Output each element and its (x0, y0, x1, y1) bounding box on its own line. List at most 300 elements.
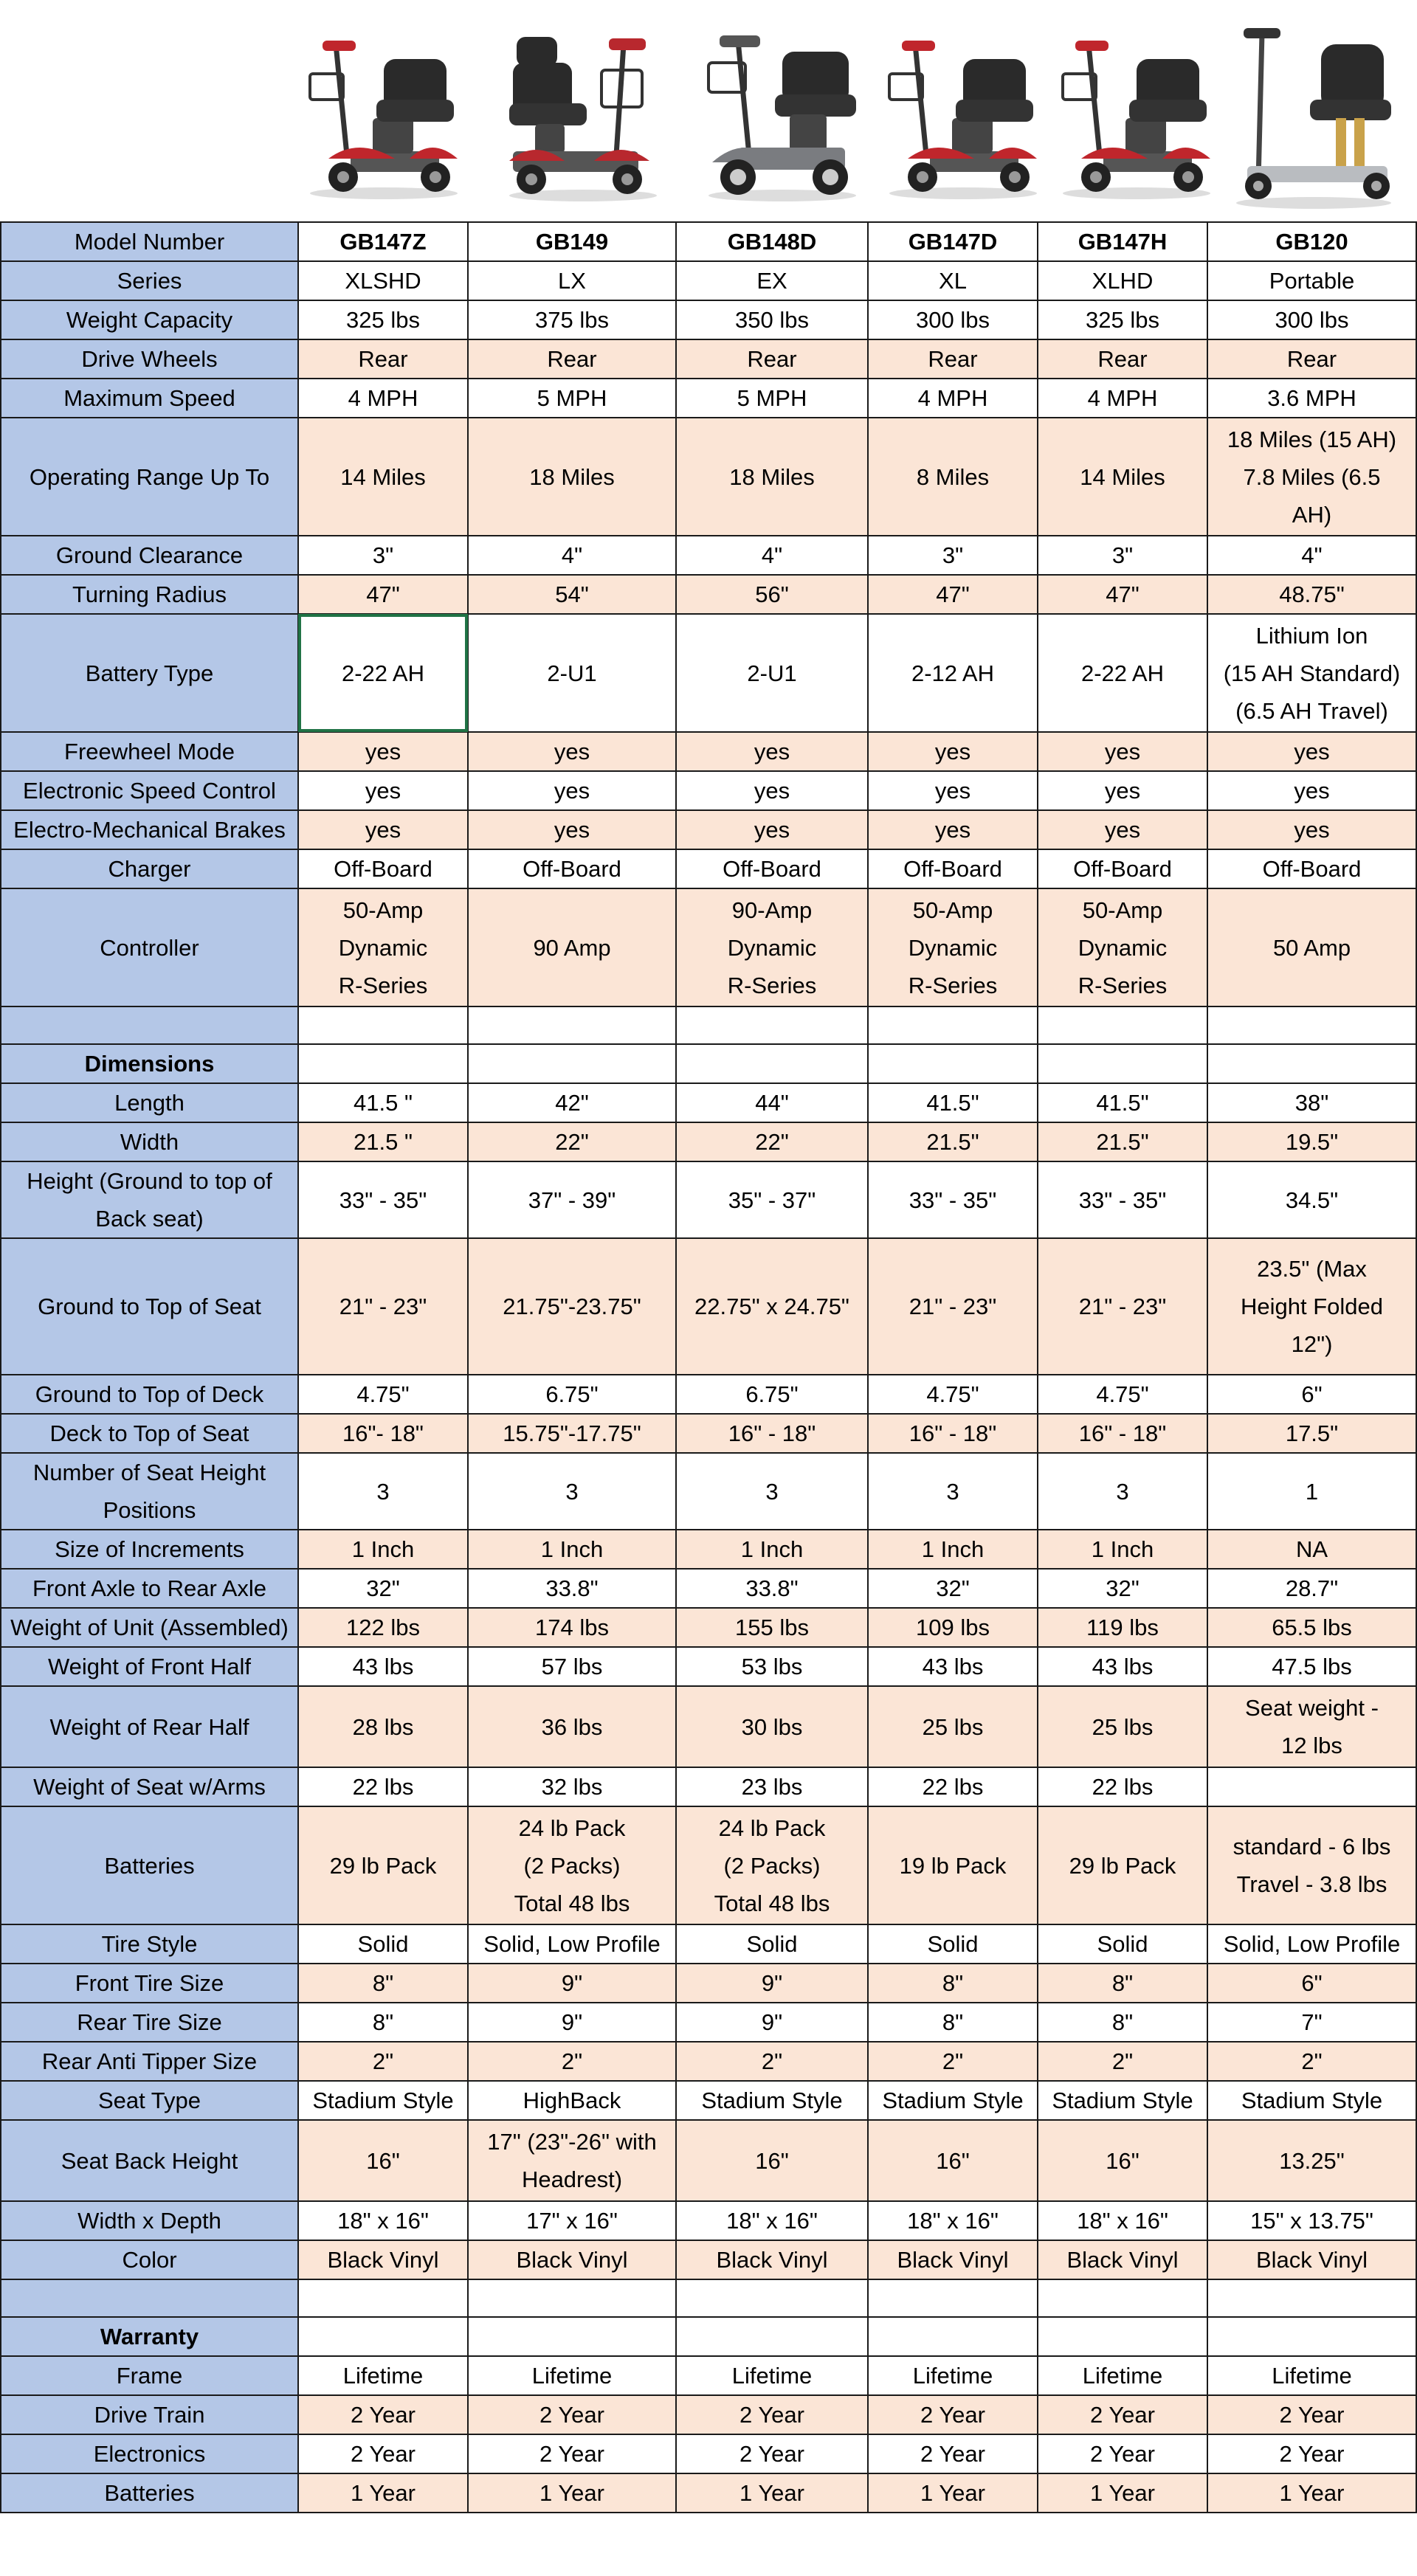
spec-cell[interactable]: 16" (676, 2120, 868, 2201)
spec-cell[interactable]: 56" (676, 575, 868, 614)
spec-cell[interactable]: 2-22 AH (298, 614, 468, 732)
spec-cell[interactable]: yes (1207, 732, 1416, 771)
row-label[interactable]: Seat Type (1, 2081, 298, 2120)
spec-cell[interactable]: 5 MPH (676, 379, 868, 418)
spec-cell[interactable]: Off-Board (868, 849, 1038, 888)
spec-cell[interactable]: 2-22 AH (1038, 614, 1207, 732)
spec-cell[interactable]: 21.5" (1038, 1122, 1207, 1161)
row-label[interactable]: Tire Style (1, 1924, 298, 1964)
spec-cell[interactable]: 32" (1038, 1569, 1207, 1608)
spec-cell[interactable]: 14 Miles (298, 418, 468, 536)
spec-cell[interactable]: 9" (676, 2003, 868, 2042)
spec-cell[interactable]: yes (1038, 810, 1207, 849)
row-label[interactable]: Turning Radius (1, 575, 298, 614)
row-label[interactable]: Front Tire Size (1, 1964, 298, 2003)
spec-cell[interactable]: Stadium Style (1207, 2081, 1416, 2120)
spec-cell[interactable]: 47" (1038, 575, 1207, 614)
row-label[interactable]: Freewheel Mode (1, 732, 298, 771)
spec-cell[interactable]: 1 Year (1038, 2473, 1207, 2513)
spec-cell[interactable]: 4.75" (1038, 1375, 1207, 1414)
spec-cell[interactable]: 16" (1038, 2120, 1207, 2201)
spec-cell[interactable]: 15.75"-17.75" (468, 1414, 676, 1453)
spec-cell[interactable]: 1 Inch (676, 1530, 868, 1569)
spec-cell[interactable]: 28.7" (1207, 1569, 1416, 1608)
spec-cell[interactable]: 54" (468, 575, 676, 614)
spec-cell[interactable]: GB147Z (298, 222, 468, 261)
spec-cell[interactable]: 25 lbs (1038, 1686, 1207, 1767)
spec-cell[interactable]: 18" x 16" (868, 2201, 1038, 2240)
spec-cell[interactable]: 7" (1207, 2003, 1416, 2042)
spec-cell[interactable]: 48.75" (1207, 575, 1416, 614)
spec-cell[interactable]: Stadium Style (1038, 2081, 1207, 2120)
spec-cell[interactable]: 16"- 18" (298, 1414, 468, 1453)
spec-cell[interactable]: Lifetime (298, 2356, 468, 2395)
spec-cell[interactable] (298, 2317, 468, 2356)
spec-cell[interactable]: yes (298, 810, 468, 849)
spec-cell[interactable]: 36 lbs (468, 1686, 676, 1767)
spec-cell[interactable] (868, 2279, 1038, 2317)
row-label[interactable] (1, 1006, 298, 1044)
spec-cell[interactable]: 1 Inch (298, 1530, 468, 1569)
spec-cell[interactable]: 43 lbs (1038, 1647, 1207, 1686)
spec-cell[interactable]: Solid (298, 1924, 468, 1964)
spec-cell[interactable]: 17" (23"-26" with Headrest) (468, 2120, 676, 2201)
spec-cell[interactable]: 21.5" (868, 1122, 1038, 1161)
spec-cell[interactable]: 2 Year (676, 2434, 868, 2473)
spec-cell[interactable]: yes (676, 732, 868, 771)
spec-cell[interactable]: 37" - 39" (468, 1161, 676, 1238)
row-label[interactable]: Operating Range Up To (1, 418, 298, 536)
spec-cell[interactable]: yes (868, 771, 1038, 810)
spec-cell[interactable]: Off-Board (1038, 849, 1207, 888)
row-label[interactable]: Size of Increments (1, 1530, 298, 1569)
spec-cell[interactable]: Portable (1207, 261, 1416, 300)
spec-cell[interactable]: 47" (298, 575, 468, 614)
spec-cell[interactable]: Stadium Style (676, 2081, 868, 2120)
spec-cell[interactable]: 4" (468, 536, 676, 575)
spec-cell[interactable]: 57 lbs (468, 1647, 676, 1686)
spec-cell[interactable]: 2 Year (468, 2434, 676, 2473)
spec-cell[interactable]: yes (868, 732, 1038, 771)
spec-cell[interactable]: 21.75"-23.75" (468, 1238, 676, 1375)
spec-cell[interactable]: EX (676, 261, 868, 300)
spec-cell[interactable] (468, 1044, 676, 1083)
row-label[interactable]: Controller (1, 888, 298, 1006)
spec-cell[interactable]: GB148D (676, 222, 868, 261)
spec-cell[interactable]: 33" - 35" (298, 1161, 468, 1238)
spec-cell[interactable]: standard - 6 lbs Travel - 3.8 lbs (1207, 1806, 1416, 1924)
spec-cell[interactable]: 2 Year (1038, 2395, 1207, 2434)
spec-cell[interactable]: 18 Miles (468, 418, 676, 536)
row-label[interactable]: Model Number (1, 222, 298, 261)
spec-cell[interactable]: 18 Miles (676, 418, 868, 536)
spec-cell[interactable]: Lifetime (868, 2356, 1038, 2395)
spec-cell[interactable]: 65.5 lbs (1207, 1608, 1416, 1647)
spec-cell[interactable] (298, 1006, 468, 1044)
spec-cell[interactable] (676, 1044, 868, 1083)
spec-cell[interactable]: yes (868, 810, 1038, 849)
row-label[interactable]: Battery Type (1, 614, 298, 732)
row-label[interactable]: Ground to Top of Seat (1, 1238, 298, 1375)
spec-cell[interactable]: 53 lbs (676, 1647, 868, 1686)
spec-cell[interactable]: 4.75" (298, 1375, 468, 1414)
row-label[interactable]: Rear Tire Size (1, 2003, 298, 2042)
row-label[interactable]: Electronic Speed Control (1, 771, 298, 810)
row-label[interactable]: Frame (1, 2356, 298, 2395)
spec-cell[interactable]: Stadium Style (868, 2081, 1038, 2120)
row-label[interactable]: Weight of Rear Half (1, 1686, 298, 1767)
spec-cell[interactable]: 16" - 18" (868, 1414, 1038, 1453)
spec-cell[interactable]: 2" (298, 2042, 468, 2081)
spec-cell[interactable]: 1 Year (298, 2473, 468, 2513)
spec-cell[interactable]: GB147D (868, 222, 1038, 261)
spec-cell[interactable]: 2 Year (1207, 2434, 1416, 2473)
spec-cell[interactable]: 1 Year (1207, 2473, 1416, 2513)
spec-cell[interactable]: XLHD (1038, 261, 1207, 300)
spec-cell[interactable]: Rear (1038, 339, 1207, 379)
spec-cell[interactable]: 22" (676, 1122, 868, 1161)
spec-cell[interactable]: Rear (868, 339, 1038, 379)
spec-cell[interactable]: 16" (298, 2120, 468, 2201)
spec-cell[interactable]: 18 Miles (15 AH) 7.8 Miles (6.5 AH) (1207, 418, 1416, 536)
spec-cell[interactable]: 90-Amp Dynamic R-Series (676, 888, 868, 1006)
spec-cell[interactable] (676, 1006, 868, 1044)
spec-cell[interactable]: 2-U1 (468, 614, 676, 732)
spec-cell[interactable]: 2 Year (868, 2434, 1038, 2473)
spec-cell[interactable]: Black Vinyl (676, 2240, 868, 2279)
spec-cell[interactable]: 3 (676, 1453, 868, 1530)
spec-cell[interactable]: 22 lbs (298, 1767, 468, 1806)
spec-cell[interactable]: 47" (868, 575, 1038, 614)
spec-cell[interactable]: 50-Amp Dynamic R-Series (1038, 888, 1207, 1006)
spec-cell[interactable]: 6.75" (676, 1375, 868, 1414)
row-label[interactable]: Color (1, 2240, 298, 2279)
spec-cell[interactable]: yes (298, 732, 468, 771)
row-label[interactable]: Warranty (1, 2317, 298, 2356)
spec-cell[interactable] (676, 2317, 868, 2356)
spec-cell[interactable]: 32 lbs (468, 1767, 676, 1806)
spec-cell[interactable]: Rear (1207, 339, 1416, 379)
row-label[interactable]: Series (1, 261, 298, 300)
spec-cell[interactable]: 2" (468, 2042, 676, 2081)
spec-cell[interactable]: 34.5" (1207, 1161, 1416, 1238)
row-label[interactable]: Electro-Mechanical Brakes (1, 810, 298, 849)
spec-cell[interactable]: 18" x 16" (298, 2201, 468, 2240)
spec-cell[interactable]: 50 Amp (1207, 888, 1416, 1006)
spec-cell[interactable] (1038, 2317, 1207, 2356)
spec-cell[interactable]: Black Vinyl (1038, 2240, 1207, 2279)
spec-cell[interactable]: 3" (1038, 536, 1207, 575)
spec-cell[interactable]: 2 Year (298, 2395, 468, 2434)
spec-cell[interactable]: 4 MPH (868, 379, 1038, 418)
spec-cell[interactable]: Off-Board (468, 849, 676, 888)
spec-cell[interactable]: yes (1207, 810, 1416, 849)
spec-cell[interactable]: 4.75" (868, 1375, 1038, 1414)
spec-cell[interactable]: GB149 (468, 222, 676, 261)
spec-cell[interactable]: XL (868, 261, 1038, 300)
spec-cell[interactable]: 43 lbs (868, 1647, 1038, 1686)
spec-cell[interactable]: Solid (1038, 1924, 1207, 1964)
spec-cell[interactable]: Off-Board (676, 849, 868, 888)
spec-cell[interactable]: 25 lbs (868, 1686, 1038, 1767)
spec-cell[interactable]: 15" x 13.75" (1207, 2201, 1416, 2240)
spec-cell[interactable]: 4 MPH (298, 379, 468, 418)
spec-cell[interactable]: Black Vinyl (868, 2240, 1038, 2279)
spec-cell[interactable]: GB120 (1207, 222, 1416, 261)
spec-cell[interactable]: GB147H (1038, 222, 1207, 261)
spec-cell[interactable]: 1 Year (676, 2473, 868, 2513)
spec-cell[interactable]: 6" (1207, 1375, 1416, 1414)
spec-cell[interactable]: Solid (676, 1924, 868, 1964)
spec-cell[interactable]: 3" (868, 536, 1038, 575)
spec-cell[interactable]: 155 lbs (676, 1608, 868, 1647)
spec-cell[interactable]: 19 lb Pack (868, 1806, 1038, 1924)
spec-cell[interactable]: 2 Year (868, 2395, 1038, 2434)
row-label[interactable]: Width (1, 1122, 298, 1161)
spec-cell[interactable]: 44" (676, 1083, 868, 1122)
spec-cell[interactable] (298, 2279, 468, 2317)
spec-cell[interactable]: Lifetime (1207, 2356, 1416, 2395)
spec-cell[interactable]: 2" (1038, 2042, 1207, 2081)
spec-cell[interactable]: 3 (468, 1453, 676, 1530)
spec-cell[interactable]: HighBack (468, 2081, 676, 2120)
spec-cell[interactable]: Solid (868, 1924, 1038, 1964)
spec-cell[interactable]: 1 (1207, 1453, 1416, 1530)
spec-cell[interactable]: 4 MPH (1038, 379, 1207, 418)
spec-cell[interactable]: 22.75" x 24.75" (676, 1238, 868, 1375)
spec-cell[interactable]: 47.5 lbs (1207, 1647, 1416, 1686)
spec-cell[interactable] (1207, 1767, 1416, 1806)
spec-cell[interactable]: 8" (298, 1964, 468, 2003)
spec-cell[interactable]: 300 lbs (1207, 300, 1416, 339)
spec-cell[interactable]: 325 lbs (1038, 300, 1207, 339)
spec-cell[interactable] (868, 1006, 1038, 1044)
spec-cell[interactable]: 4" (1207, 536, 1416, 575)
spec-cell[interactable]: 32" (868, 1569, 1038, 1608)
row-label[interactable] (1, 2279, 298, 2317)
spec-cell[interactable]: 22 lbs (868, 1767, 1038, 1806)
spec-cell[interactable]: 21" - 23" (1038, 1238, 1207, 1375)
row-label[interactable]: Batteries (1, 1806, 298, 1924)
spec-cell[interactable]: Lifetime (1038, 2356, 1207, 2395)
spec-cell[interactable]: 8" (1038, 2003, 1207, 2042)
spec-cell[interactable]: Solid, Low Profile (468, 1924, 676, 1964)
spec-cell[interactable]: 2 Year (298, 2434, 468, 2473)
spec-cell[interactable]: 18" x 16" (1038, 2201, 1207, 2240)
spec-cell[interactable]: yes (1038, 732, 1207, 771)
spec-cell[interactable]: Black Vinyl (298, 2240, 468, 2279)
spec-cell[interactable]: 1 Inch (468, 1530, 676, 1569)
spec-cell[interactable]: 109 lbs (868, 1608, 1038, 1647)
spec-cell[interactable]: yes (1038, 771, 1207, 810)
spec-cell[interactable]: Lithium Ion (15 AH Standard) (6.5 AH Travel) (1207, 614, 1416, 732)
row-label[interactable]: Weight of Front Half (1, 1647, 298, 1686)
spec-cell[interactable]: 33.8" (676, 1569, 868, 1608)
spec-cell[interactable]: 3" (298, 536, 468, 575)
spec-cell[interactable]: 29 lb Pack (298, 1806, 468, 1924)
spec-cell[interactable]: yes (468, 810, 676, 849)
spec-cell[interactable]: 119 lbs (1038, 1608, 1207, 1647)
spec-cell[interactable]: XLSHD (298, 261, 468, 300)
spec-cell[interactable]: yes (676, 810, 868, 849)
spec-cell[interactable]: 29 lb Pack (1038, 1806, 1207, 1924)
spec-cell[interactable]: 8" (868, 1964, 1038, 2003)
spec-cell[interactable]: 1 Year (468, 2473, 676, 2513)
spec-cell[interactable]: 21" - 23" (868, 1238, 1038, 1375)
spec-cell[interactable]: Lifetime (676, 2356, 868, 2395)
spec-cell[interactable] (676, 2279, 868, 2317)
spec-cell[interactable]: 9" (468, 1964, 676, 2003)
row-label[interactable]: Charger (1, 849, 298, 888)
row-label[interactable]: Weight of Seat w/Arms (1, 1767, 298, 1806)
row-label[interactable]: Deck to Top of Seat (1, 1414, 298, 1453)
spec-cell[interactable] (468, 1006, 676, 1044)
row-label[interactable]: Front Axle to Rear Axle (1, 1569, 298, 1608)
spec-cell[interactable]: 13.25" (1207, 2120, 1416, 2201)
row-label[interactable]: Batteries (1, 2473, 298, 2513)
spec-cell[interactable]: Stadium Style (298, 2081, 468, 2120)
spec-cell[interactable] (468, 2279, 676, 2317)
spec-cell[interactable]: 16" - 18" (676, 1414, 868, 1453)
row-label[interactable]: Weight of Unit (Assembled) (1, 1608, 298, 1647)
spec-cell[interactable]: 21.5 " (298, 1122, 468, 1161)
spec-cell[interactable]: 2 Year (676, 2395, 868, 2434)
spec-cell[interactable]: 16" - 18" (1038, 1414, 1207, 1453)
spec-cell[interactable]: 24 lb Pack (2 Packs) Total 48 lbs (676, 1806, 868, 1924)
row-label[interactable]: Seat Back Height (1, 2120, 298, 2201)
spec-cell[interactable] (868, 1044, 1038, 1083)
spec-cell[interactable]: Off-Board (298, 849, 468, 888)
spec-cell[interactable]: 16" (868, 2120, 1038, 2201)
spec-cell[interactable]: 1 Inch (868, 1530, 1038, 1569)
spec-cell[interactable]: 41.5" (868, 1083, 1038, 1122)
spec-cell[interactable]: 8 Miles (868, 418, 1038, 536)
spec-cell[interactable]: 90 Amp (468, 888, 676, 1006)
spec-cell[interactable]: Rear (676, 339, 868, 379)
spec-cell[interactable]: 2-U1 (676, 614, 868, 732)
spec-cell[interactable]: 28 lbs (298, 1686, 468, 1767)
spec-cell[interactable]: 33.8" (468, 1569, 676, 1608)
spec-cell[interactable]: 23 lbs (676, 1767, 868, 1806)
row-label[interactable]: Length (1, 1083, 298, 1122)
spec-cell[interactable]: 9" (676, 1964, 868, 2003)
row-label[interactable]: Width x Depth (1, 2201, 298, 2240)
spec-cell[interactable]: 41.5" (1038, 1083, 1207, 1122)
spec-cell[interactable]: 2-12 AH (868, 614, 1038, 732)
row-label[interactable]: Dimensions (1, 1044, 298, 1083)
spec-cell[interactable]: 300 lbs (868, 300, 1038, 339)
spec-cell[interactable] (1038, 1006, 1207, 1044)
spec-cell[interactable]: 30 lbs (676, 1686, 868, 1767)
spec-cell[interactable] (868, 2317, 1038, 2356)
spec-cell[interactable]: Rear (468, 339, 676, 379)
row-label[interactable]: Height (Ground to top of Back seat) (1, 1161, 298, 1238)
spec-cell[interactable]: LX (468, 261, 676, 300)
spec-cell[interactable]: yes (298, 771, 468, 810)
spec-cell[interactable]: Black Vinyl (1207, 2240, 1416, 2279)
spec-cell[interactable]: 50-Amp Dynamic R-Series (868, 888, 1038, 1006)
spec-cell[interactable]: 8" (1038, 1964, 1207, 2003)
spec-cell[interactable]: 2" (868, 2042, 1038, 2081)
spec-cell[interactable]: yes (676, 771, 868, 810)
spec-cell[interactable]: 41.5 " (298, 1083, 468, 1122)
spec-cell[interactable]: yes (1207, 771, 1416, 810)
spec-cell[interactable]: 5 MPH (468, 379, 676, 418)
spec-cell[interactable]: 17.5" (1207, 1414, 1416, 1453)
spec-cell[interactable]: Solid, Low Profile (1207, 1924, 1416, 1964)
spec-cell[interactable] (1207, 2279, 1416, 2317)
spec-cell[interactable] (1207, 1044, 1416, 1083)
spec-cell[interactable]: 9" (468, 2003, 676, 2042)
spec-cell[interactable]: 17" x 16" (468, 2201, 676, 2240)
spec-cell[interactable]: Off-Board (1207, 849, 1416, 888)
spec-cell[interactable]: 35" - 37" (676, 1161, 868, 1238)
spec-cell[interactable]: 1 Inch (1038, 1530, 1207, 1569)
spec-cell[interactable]: 32" (298, 1569, 468, 1608)
spec-cell[interactable]: 350 lbs (676, 300, 868, 339)
spec-cell[interactable]: Black Vinyl (468, 2240, 676, 2279)
spec-cell[interactable]: 6.75" (468, 1375, 676, 1414)
spec-cell[interactable]: 21" - 23" (298, 1238, 468, 1375)
row-label[interactable]: Ground Clearance (1, 536, 298, 575)
spec-cell[interactable]: 2" (676, 2042, 868, 2081)
spec-cell[interactable]: yes (468, 771, 676, 810)
spec-cell[interactable]: 375 lbs (468, 300, 676, 339)
spec-cell[interactable]: 174 lbs (468, 1608, 676, 1647)
spec-cell[interactable]: 22 lbs (1038, 1767, 1207, 1806)
spec-cell[interactable]: 122 lbs (298, 1608, 468, 1647)
row-label[interactable]: Drive Train (1, 2395, 298, 2434)
spec-cell[interactable]: 24 lb Pack (2 Packs) Total 48 lbs (468, 1806, 676, 1924)
spec-cell[interactable]: 18" x 16" (676, 2201, 868, 2240)
spec-cell[interactable]: 8" (868, 2003, 1038, 2042)
spec-cell[interactable]: NA (1207, 1530, 1416, 1569)
spec-cell[interactable]: 43 lbs (298, 1647, 468, 1686)
spec-cell[interactable]: 3 (298, 1453, 468, 1530)
spec-cell[interactable]: 4" (676, 536, 868, 575)
spec-cell[interactable]: 3.6 MPH (1207, 379, 1416, 418)
row-label[interactable]: Ground to Top of Deck (1, 1375, 298, 1414)
spec-cell[interactable]: 2 Year (1207, 2395, 1416, 2434)
spec-cell[interactable] (1207, 2317, 1416, 2356)
spec-cell[interactable] (298, 1044, 468, 1083)
spec-cell[interactable]: 50-Amp Dynamic R-Series (298, 888, 468, 1006)
row-label[interactable]: Number of Seat Height Positions (1, 1453, 298, 1530)
spec-cell[interactable] (1038, 2279, 1207, 2317)
spec-cell[interactable]: 1 Year (868, 2473, 1038, 2513)
spec-cell[interactable]: 6" (1207, 1964, 1416, 2003)
spec-cell[interactable]: 2 Year (468, 2395, 676, 2434)
spec-cell[interactable]: yes (468, 732, 676, 771)
spec-cell[interactable]: 14 Miles (1038, 418, 1207, 536)
spec-cell[interactable]: 23.5" (Max Height Folded 12") (1207, 1238, 1416, 1375)
spec-cell[interactable]: 2 Year (1038, 2434, 1207, 2473)
spec-cell[interactable]: 19.5" (1207, 1122, 1416, 1161)
spec-cell[interactable]: 22" (468, 1122, 676, 1161)
spec-cell[interactable]: 3 (1038, 1453, 1207, 1530)
spec-cell[interactable]: 33" - 35" (1038, 1161, 1207, 1238)
spec-cell[interactable] (1038, 1044, 1207, 1083)
spec-cell[interactable]: Lifetime (468, 2356, 676, 2395)
spec-cell[interactable]: Seat weight - 12 lbs (1207, 1686, 1416, 1767)
row-label[interactable]: Maximum Speed (1, 379, 298, 418)
spec-cell[interactable] (468, 2317, 676, 2356)
spec-cell[interactable]: 42" (468, 1083, 676, 1122)
spec-cell[interactable]: 325 lbs (298, 300, 468, 339)
row-label[interactable]: Drive Wheels (1, 339, 298, 379)
spec-cell[interactable]: Rear (298, 339, 468, 379)
spec-cell[interactable]: 38" (1207, 1083, 1416, 1122)
